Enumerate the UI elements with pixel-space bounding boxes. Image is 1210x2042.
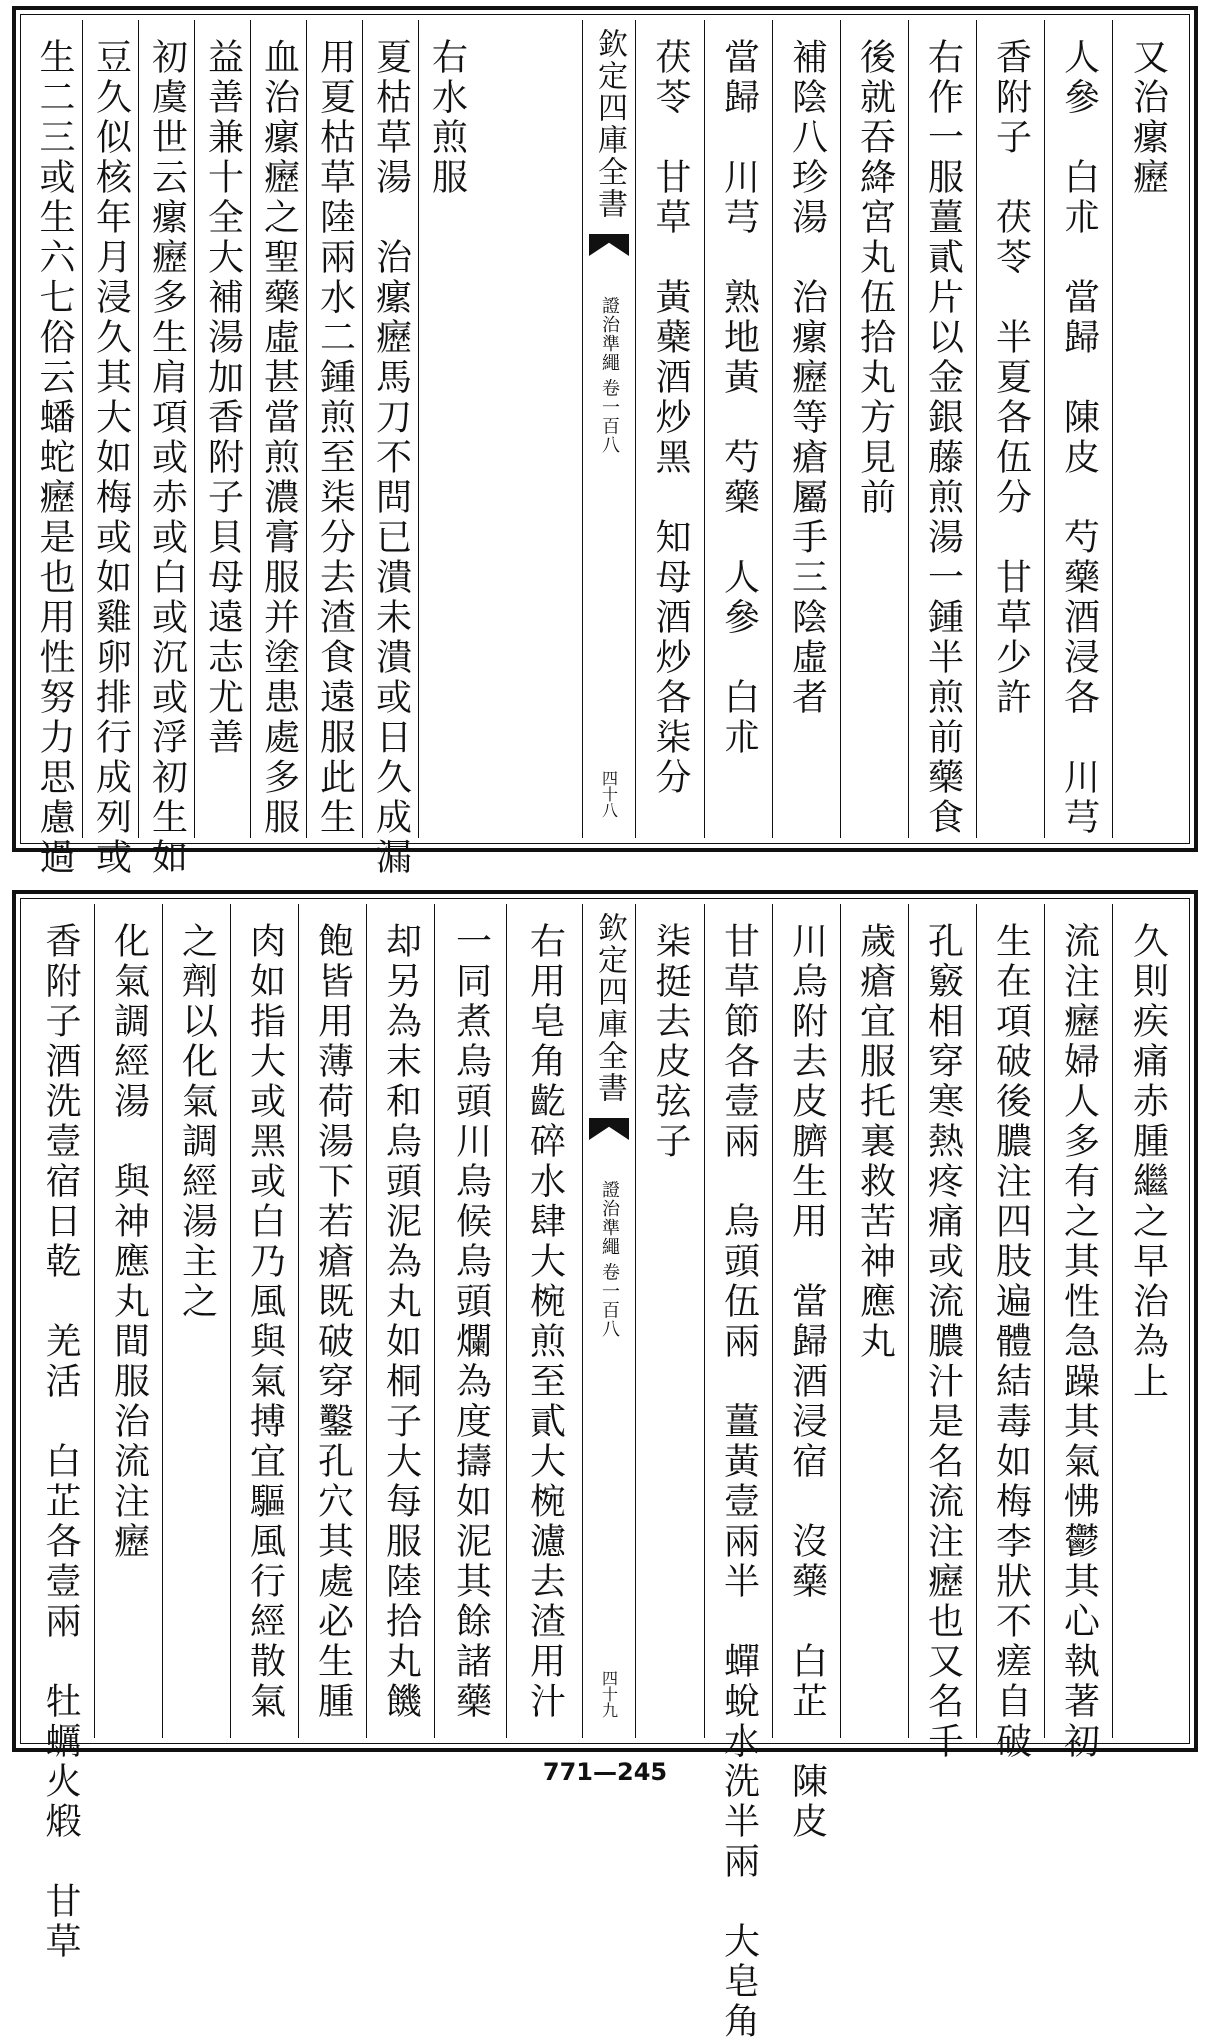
text-column — [1112, 904, 1182, 1738]
text-column — [298, 904, 366, 1738]
text-column — [26, 904, 94, 1962]
text-column — [908, 904, 976, 1762]
chapter-label: 證治準繩 卷一百八 — [599, 296, 620, 455]
text-column — [636, 904, 704, 1738]
text-column — [704, 904, 772, 2042]
column-text: 右作一服薑貳片以金銀藤煎湯一鍾半煎前藥食 — [922, 38, 964, 838]
text-column — [1044, 20, 1112, 838]
text-column — [306, 20, 362, 838]
text-column — [82, 20, 138, 878]
column-text: 生在項破後膿注四肢遍體結毒如梅李狀不瘥自破 — [990, 922, 1032, 1762]
column-text: 久則疾痛赤腫繼之早治為上 — [1127, 922, 1169, 1402]
text-column — [26, 20, 82, 878]
column-text: 當歸 川芎 熟地黃 芍藥 人參 白朮 — [718, 38, 760, 758]
column-text: 歲瘡宜服托裏救苦神應丸 — [854, 922, 896, 1362]
page-footer-number: 771—245 — [542, 1758, 668, 1786]
top-page-panel — [12, 6, 1198, 878]
column-text: 右水煎服 — [426, 38, 468, 198]
column-text: 甘草節各壹兩 烏頭伍兩 薑黃壹兩半 蟬蛻水洗半兩 大皂角 — [718, 922, 760, 2042]
center-fold-column — [582, 904, 636, 1738]
text-column — [366, 904, 434, 1738]
chapter-label: 證治準繩 卷一百八 — [599, 1180, 620, 1339]
text-column — [362, 20, 418, 878]
column-text: 初虞世云瘰癧多生肩項或赤或白或沉或浮初生如 — [146, 38, 188, 878]
text-column — [418, 20, 474, 838]
column-text: 一同煮烏頭川烏候烏頭爛為度擣如泥其餘諸藥 — [450, 922, 492, 1722]
text-column — [94, 904, 162, 1738]
column-text: 香附子 茯苓 半夏各伍分 甘草少許 — [990, 38, 1032, 718]
text-column — [1112, 20, 1182, 838]
column-text: 茯苓 甘草 黃蘗酒炒黑 知母酒炒各柒分 — [650, 38, 691, 798]
column-text: 人參 白朮 當歸 陳皮 芍藥酒浸各 川芎 — [1058, 38, 1100, 838]
column-text: 飽皆用薄荷湯下若瘡既破穿鑿孔穴其處必生腫 — [312, 922, 354, 1722]
column-text: 之劑以化氣調經湯主之 — [176, 922, 218, 1322]
column-text: 生二三或生六七俗云蟠蛇癧是也用性努力思慮過 — [34, 38, 75, 878]
text-column — [162, 904, 230, 1738]
page-number: 四十九 — [599, 1670, 619, 1718]
text-column — [976, 904, 1044, 1762]
center-fold-column — [582, 20, 636, 838]
text-column — [138, 20, 194, 878]
text-column — [230, 904, 298, 1738]
column-text: 夏枯草湯 治瘰癧馬刀不問已潰未潰或日久成漏 — [370, 38, 412, 878]
column-text: 肉如指大或黑或白乃風與氣搏宜驅風行經散氣 — [244, 922, 286, 1722]
book-title: 欽定四庫全書 — [592, 28, 627, 220]
column-text: 香附子酒洗壹宿日乾 羌活 白芷各壹兩 牡蠣火煅 甘草 — [40, 922, 81, 1962]
text-column — [506, 904, 582, 1738]
text-column — [250, 20, 306, 838]
column-text: 用夏枯草陸兩水二鍾煎至柒分去渣食遠服此生 — [314, 38, 356, 838]
column-text: 又治瘰癧 — [1127, 38, 1169, 198]
column-text: 化氣調經湯 與神應丸間服治流注癧 — [108, 922, 150, 1562]
column-text: 孔竅相穿寒熱疼痛或流膿汁是名流注癧也又名千 — [922, 922, 964, 1762]
column-text: 流注癧婦人多有之其性急躁其氣怫鬱其心執著初 — [1058, 922, 1100, 1762]
column-text: 却另為末和烏頭泥為丸如桐子大每服陸拾丸饑 — [380, 922, 422, 1722]
text-column — [636, 20, 704, 838]
text-column — [840, 904, 908, 1738]
column-text: 川烏附去皮臍生用 當歸酒浸宿 沒藥 白芷 陳皮 — [786, 922, 828, 1842]
text-column — [434, 904, 506, 1738]
text-column — [840, 20, 908, 838]
text-column — [772, 904, 840, 1842]
column-text: 益善兼十全大補湯加香附子貝母遠志尤善 — [202, 38, 244, 758]
column-text: 右用皂角齕碎水肆大椀煎至貳大椀濾去渣用汁 — [524, 922, 566, 1722]
text-column — [908, 20, 976, 838]
text-column — [194, 20, 250, 838]
column-text: 後就吞絳宮丸伍拾丸方見前 — [854, 38, 896, 518]
page-number: 四十八 — [599, 770, 619, 818]
column-text: 豆久似核年月浸久其大如梅或如雞卵排行成列或 — [90, 38, 132, 878]
column-text: 血治瘰癧之聖藥虛甚當煎濃膏服并塗患處多服 — [258, 38, 300, 838]
book-title: 欽定四庫全書 — [592, 912, 627, 1104]
fishtail-mark-icon — [589, 234, 629, 256]
text-column — [1044, 904, 1112, 1762]
column-text: 柒挺去皮弦子 — [650, 922, 691, 1162]
text-column — [704, 20, 772, 838]
fishtail-mark-icon — [589, 1118, 629, 1140]
column-text: 補陰八珍湯 治瘰癧等瘡屬手三陰虛者 — [786, 38, 828, 718]
text-column — [976, 20, 1044, 838]
text-column — [772, 20, 840, 838]
